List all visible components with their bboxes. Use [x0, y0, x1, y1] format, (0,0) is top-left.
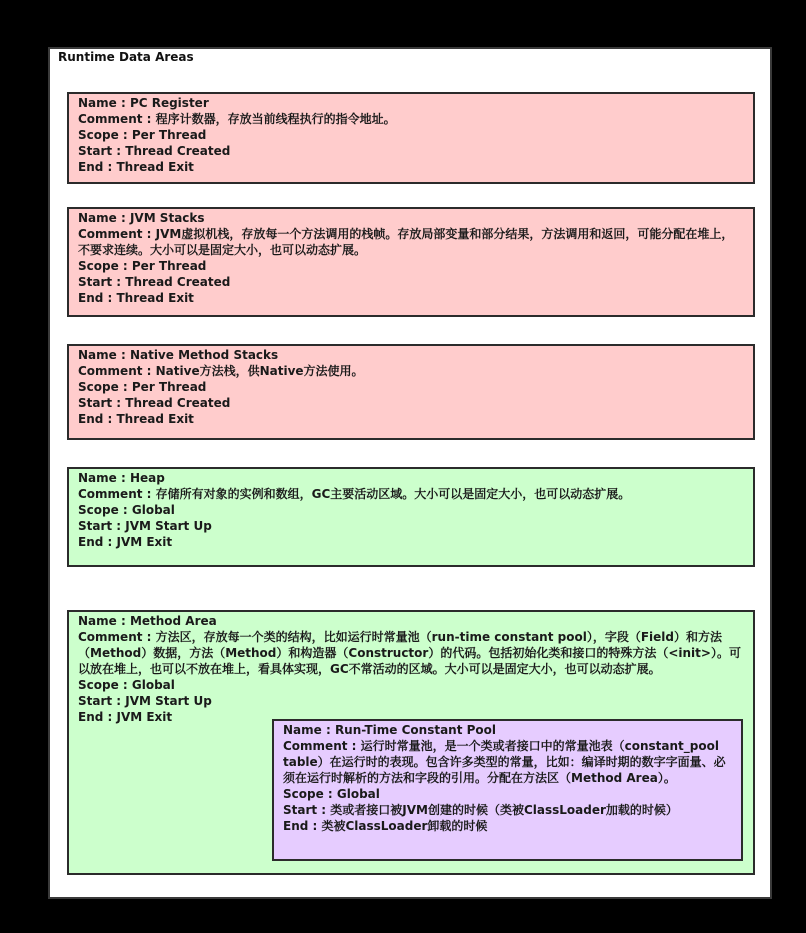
pc-register-name: Name : PC Register: [78, 96, 209, 110]
jvm-stacks-start: Start : Thread Created: [78, 275, 231, 289]
pc-register-comment: Comment : 程序计数器，存放当前线程执行的指令地址。: [78, 112, 396, 126]
method-area-end: End : JVM Exit: [78, 710, 173, 724]
heap-box: [67, 467, 755, 567]
jvm-stacks-comment: Comment : JVM虚拟机栈，存放每一个方法调用的栈帧。存放局部变量和部分结果，方法调用和返回，可能分配在堆上，不要求连续。大小可以是固定大小，也可以动态扩展。: [78, 227, 734, 257]
pc-register-scope: Scope : Per Thread: [78, 128, 207, 142]
method-area-comment: Comment : 方法区，存放每一个类的结构，比如运行时常量池（run-time constant pool），字段（Field）和方法（Method）数据，方法（Method）和构造器（Constructor）的代码。包括初始化类和接口的特殊方法（<init>）。可以放在堆上，也可以不放在堆上，看具体实现，GC不常活动的区域。大小可以是固定大小，也可以动态扩展。: [78, 630, 741, 676]
runtime-constant-pool-name: Name : Run-Time Constant Pool: [283, 723, 497, 737]
runtime-constant-pool-start: Start : 类或者接口被JVM创建的时候（类被ClassLoader加载的时候）: [283, 803, 678, 817]
native-method-stacks-scope: Scope : Per Thread: [78, 380, 207, 394]
heap-comment: Comment : 存储所有对象的实例和数组，GC主要活动区域。大小可以是固定大小，也可以动态扩展。: [78, 487, 631, 501]
native-method-stacks-comment: Comment : Native方法栈，供Native方法使用。: [78, 364, 364, 378]
heap-name: Name : Heap: [78, 471, 165, 485]
runtime-constant-pool-comment: Comment : 运行时常量池，是一个类或者接口中的常量池表（constant_pool table）在运行时的表现。包含许多类型的常量，比如：编译时期的数字字面量、必须在运行时解析的方法和字段的引用。分配在方法区（Method Area）。: [283, 739, 726, 785]
method-area-start: Start : JVM Start Up: [78, 694, 212, 708]
heap-end: End : JVM Exit: [78, 535, 173, 549]
native-method-stacks-start: Start : Thread Created: [78, 396, 231, 410]
pc-register-box: [67, 92, 755, 184]
jvm-stacks-name: Name : JVM Stacks: [78, 211, 205, 225]
native-method-stacks-box: [67, 344, 755, 440]
jvm-stacks-scope: Scope : Per Thread: [78, 259, 207, 273]
pc-register-end: End : Thread Exit: [78, 160, 194, 174]
heap-scope: Scope : Global: [78, 503, 175, 517]
native-method-stacks-end: End : Thread Exit: [78, 412, 194, 426]
jvm-stacks-end: End : Thread Exit: [78, 291, 194, 305]
runtime-constant-pool-scope: Scope : Global: [283, 787, 380, 801]
method-area-scope: Scope : Global: [78, 678, 175, 692]
runtime-constant-pool-box: [272, 719, 743, 861]
heap-start: Start : JVM Start Up: [78, 519, 212, 533]
jvm-stacks-box: [67, 207, 755, 317]
method-area-name: Name : Method Area: [78, 614, 217, 628]
frame-title: Runtime Data Areas: [58, 50, 194, 64]
pc-register-start: Start : Thread Created: [78, 144, 231, 158]
native-method-stacks-name: Name : Native Method Stacks: [78, 348, 279, 362]
runtime-constant-pool-end: End : 类被ClassLoader卸载的时候: [283, 819, 488, 833]
